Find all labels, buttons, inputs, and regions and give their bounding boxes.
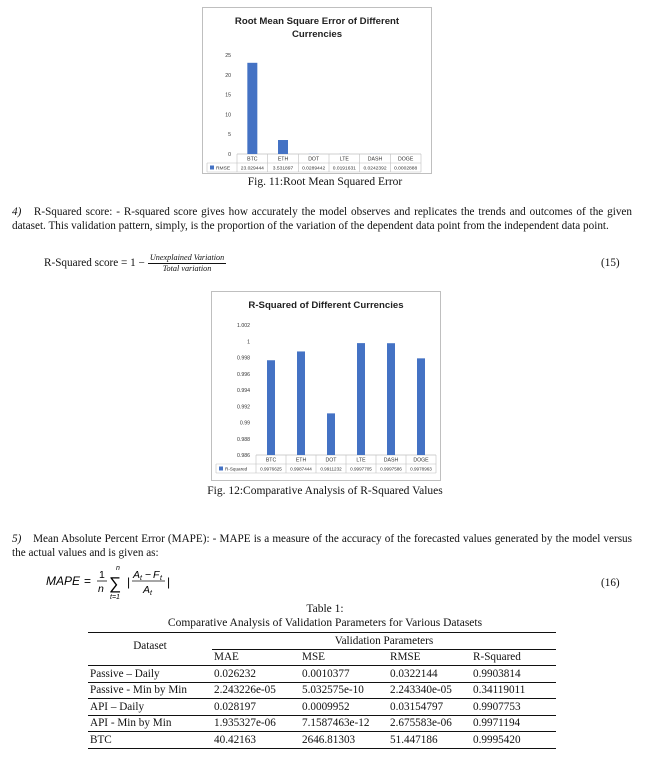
table-cell-rmse: 2.243340e-05 <box>390 684 452 697</box>
equation-15 <box>44 251 226 275</box>
y-tick-label: 0.996 <box>237 371 250 378</box>
data-label: 0.0289442 <box>302 166 326 172</box>
table-header-validation-parameters: Validation Parameters <box>212 633 556 650</box>
data-label: 0.9911232 <box>320 466 342 472</box>
table-header-row-1 <box>88 633 556 650</box>
table-cell-dataset: API - Min by Min <box>90 717 172 730</box>
table-cell-rmse: 2.675583e-06 <box>390 717 452 730</box>
svg-text:|: | <box>127 575 131 589</box>
table-cell-r-squared: 0.9995420 <box>473 733 521 746</box>
table-cell-mse: 0.0009952 <box>302 700 350 713</box>
equation-15-lhs: R-Squared score = 1 − <box>44 257 145 269</box>
section-4-text: R-Squared score: - R-squared score gives how accurately the model observes and replicates the trends and outcomes of the given dataset. This validation pattern, simply, is the proportion of the variation of the dependent data point from the independent data point. <box>12 206 632 233</box>
table-cell-mae: 0.026232 <box>214 667 256 680</box>
bar <box>417 358 425 455</box>
data-label: 3.531897 <box>272 166 294 172</box>
table-cell-mse: 5.032575e-10 <box>302 684 364 697</box>
table-row <box>88 682 556 699</box>
section-5-text: Mean Absolute Percent Error (MAPE): - MAPE is a measure of the accuracy of the forecasted values generated by the model versus the actual values and is given as: <box>12 533 632 560</box>
bar <box>267 360 275 455</box>
y-tick-label: 0.99 <box>239 420 250 427</box>
svg-text:t: t <box>150 590 152 597</box>
equation-15-denominator: Total variation <box>162 263 212 273</box>
figure-12-caption: Fig. 12:Comparative Analysis of R-Squared Values <box>207 485 443 497</box>
bar <box>297 351 305 455</box>
data-label: 0.9978963 <box>410 466 432 472</box>
table-row <box>88 666 556 683</box>
table-cell-mae: 0.028197 <box>214 700 256 713</box>
section-4-number: 4) <box>12 206 22 218</box>
table-cell-dataset: Passive - Min by Min <box>90 684 187 697</box>
x-tick-label: DOT <box>308 156 320 163</box>
y-tick-label: 0.998 <box>237 355 250 362</box>
rmse-chart <box>202 7 432 174</box>
rsquared-chart-title: R-Squared of Different Currencies <box>248 300 404 311</box>
table-cell-mse: 0.0010377 <box>302 667 350 680</box>
table-cell-rmse: 0.0322144 <box>390 667 438 680</box>
table-header-r-squared: R-Squared <box>473 651 521 664</box>
equation-15-fraction <box>148 253 226 274</box>
table-cell-rmse: 0.03154797 <box>390 700 444 713</box>
svg-text:n: n <box>98 583 104 595</box>
table-header-mae: MAE <box>214 651 239 664</box>
svg-text:∑: ∑ <box>109 574 122 593</box>
svg-text:n: n <box>116 565 120 572</box>
svg-text:1: 1 <box>99 569 105 581</box>
x-tick-label: DOGE <box>413 457 429 464</box>
table-cell-r-squared: 0.34119011 <box>473 684 526 697</box>
svg-text:F: F <box>153 569 160 581</box>
y-tick-label: 1.002 <box>237 323 250 329</box>
data-label: 0.0002888 <box>394 166 418 172</box>
x-tick-label: ETH <box>295 457 307 464</box>
legend-label: R-Squared <box>225 466 248 472</box>
svg-text:|: | <box>167 575 171 589</box>
table-cell-r-squared: 0.9971194 <box>473 717 521 730</box>
svg-text:t: t <box>160 575 162 582</box>
table-row <box>88 715 556 732</box>
table-cell-mae: 40.42163 <box>214 733 256 746</box>
y-tick-label: 10 <box>225 112 231 119</box>
y-tick-label: 20 <box>225 72 231 79</box>
table-cell-dataset: BTC <box>90 733 112 746</box>
y-tick-label: 1 <box>247 339 250 346</box>
table-cell-dataset: Passive – Daily <box>90 667 160 680</box>
data-label: 23.029444 <box>240 166 264 172</box>
data-label: 0.9987444 <box>290 466 312 472</box>
table-row <box>88 699 556 716</box>
rmse-chart-title: Root Mean Square Error of Different Currencies <box>234 16 400 40</box>
legend-label: RMSE <box>216 166 231 172</box>
svg-text:A: A <box>143 584 151 596</box>
data-label: 0.9976625 <box>260 466 282 472</box>
equation-15-number: (15) <box>601 257 620 269</box>
x-tick-label: DOT <box>325 457 337 464</box>
table-header-rmse: RMSE <box>390 651 421 664</box>
y-tick-label: 0.986 <box>237 453 250 459</box>
table-cell-r-squared: 0.9907753 <box>473 700 521 713</box>
x-tick-label: DASH <box>367 156 383 163</box>
validation-table <box>88 632 556 749</box>
y-tick-label: 0.994 <box>237 388 250 394</box>
table-header-mse: MSE <box>302 651 326 664</box>
table-cell-dataset: API – Daily <box>90 700 145 713</box>
y-tick-label: 5 <box>228 132 231 139</box>
x-tick-label: DOGE <box>398 156 414 163</box>
y-tick-label: 15 <box>225 92 231 99</box>
y-tick-label: 0 <box>228 152 231 158</box>
svg-text:=: = <box>84 574 92 588</box>
x-tick-label: BTC <box>265 457 277 464</box>
bar <box>327 413 335 455</box>
bar <box>387 343 395 455</box>
section-4-paragraph <box>12 205 632 233</box>
x-tick-label: DASH <box>383 457 399 464</box>
rmse-chart-plot <box>203 8 431 173</box>
table-cell-mse: 2646.81303 <box>302 733 356 746</box>
svg-text:t: t <box>140 575 142 582</box>
table-1-label: Table 1: <box>306 603 344 615</box>
y-tick-label: 25 <box>225 53 231 59</box>
figure-11-caption: Fig. 11:Root Mean Squared Error <box>247 176 403 188</box>
table-cell-r-squared: 0.9903814 <box>473 667 521 680</box>
table-row <box>88 732 556 749</box>
legend-swatch <box>210 166 214 170</box>
bar <box>247 63 257 154</box>
section-5-number: 5) <box>12 533 22 545</box>
x-tick-label: LTE <box>339 156 349 163</box>
rsquared-chart <box>211 291 441 481</box>
x-tick-label: LTE <box>356 457 366 464</box>
svg-text:t=1: t=1 <box>110 594 120 601</box>
table-1-title: Comparative Analysis of Validation Parameters for Various Datasets <box>167 617 483 629</box>
data-label: 0.0242392 <box>363 166 387 172</box>
mape-equation <box>46 561 186 601</box>
svg-text:MAPE: MAPE <box>46 574 81 588</box>
x-tick-label: ETH <box>277 156 289 163</box>
section-5-paragraph <box>12 532 632 560</box>
bar <box>278 140 288 154</box>
equation-16-number: (16) <box>601 577 620 589</box>
legend-swatch <box>219 467 223 471</box>
table-cell-rmse: 51.447186 <box>390 733 438 746</box>
table-cell-mae: 2.243226e-05 <box>214 684 276 697</box>
x-tick-label: BTC <box>247 156 258 163</box>
svg-text:−: − <box>145 569 152 581</box>
data-label: 0.9997705 <box>350 466 372 472</box>
table-cell-mae: 1.935327e-06 <box>214 717 276 730</box>
data-label: 0.0191631 <box>332 166 356 172</box>
y-tick-label: 0.992 <box>237 404 250 411</box>
y-tick-label: 0.988 <box>237 436 250 443</box>
data-label: 0.9997586 <box>380 466 402 472</box>
rsquared-chart-plot <box>212 292 440 480</box>
svg-text:A: A <box>133 569 141 581</box>
equation-15-numerator: Unexplained Variation <box>149 252 225 262</box>
table-header-dataset: Dataset <box>88 633 212 666</box>
table-cell-mse: 7.1587463e-12 <box>302 717 370 730</box>
bar <box>357 343 365 455</box>
